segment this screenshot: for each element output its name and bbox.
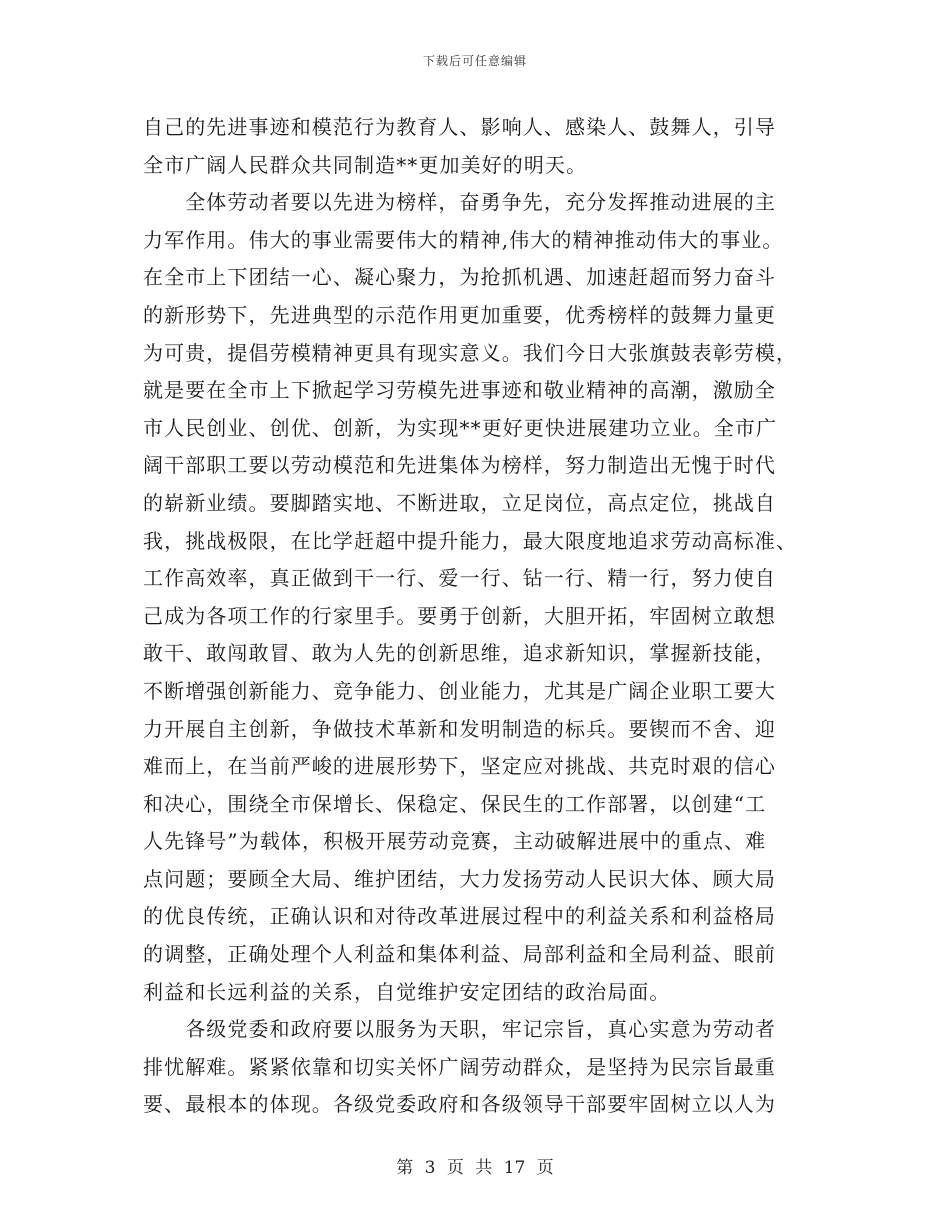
text-line: 全市广阔人民群众共同制造**更加美好的明天。 bbox=[143, 152, 588, 177]
page-number-footer: 第 3 页 共 17 页 bbox=[396, 1158, 554, 1178]
document-body bbox=[143, 109, 808, 1124]
text-line: 的优良传统，正确认识和对待改革进展过程中的利益关系和利益格局 bbox=[143, 904, 776, 929]
text-line: 全体劳动者要以先进为榜样，奋勇争先，充分发挥推动进展的主 bbox=[143, 190, 776, 215]
text-line: 己成为各项工作的行家里手。要勇于创新，大胆开拓，牢固树立敢想 bbox=[143, 603, 776, 628]
text-line: 的崭新业绩。要脚踏实地、不断进取，立足岗位，高点定位，挑战自 bbox=[143, 490, 776, 515]
text-line: 自己的先进事迹和模范行为教育人、影响人、感染人、鼓舞人，引导 bbox=[143, 115, 776, 139]
text-line: 为可贵，提倡劳模精神更具有现实意义。我们今日大张旗鼓表彰劳模， bbox=[143, 340, 798, 365]
text-line: 力军作用。伟大的事业需要伟大的精神,伟大的精神推动伟大的事业。 bbox=[143, 227, 784, 252]
page-header: 下载后可任意编辑 bbox=[422, 54, 527, 68]
text-line: 力开展自主创新，争做技术革新和发明制造的标兵。要锲而不舍、迎 bbox=[143, 716, 776, 741]
text-line: 的调整，正确处理个人利益和集体利益、局部利益和全局利益、眼前 bbox=[143, 942, 776, 967]
text-line: 要、最根本的体现。各级党委政府和各级领导干部要牢固树立以人为 bbox=[143, 1092, 776, 1117]
text-line: 点问题；要顾全大局、维护团结，大力发扬劳动人民识大体、顾大局 bbox=[143, 866, 776, 891]
text-line: 我，挑战极限，在比学赶超中提升能力，最大限度地追求劳动高标准、 bbox=[143, 528, 798, 553]
text-line: 难而上，在当前严峻的进展形势下，坚定应对挑战、共克时艰的信心 bbox=[143, 754, 776, 779]
text-line: 在全市上下团结一心、凝心聚力，为抢抓机遇、加速赶超而努力奋斗 bbox=[143, 265, 776, 290]
text-line: 不断增强创新能力、竞争能力、创业能力，尤其是广阔企业职工要大 bbox=[143, 678, 776, 703]
text-line: 的新形势下，先进典型的示范作用更加重要，优秀榜样的鼓舞力量更 bbox=[143, 302, 776, 327]
text-line: 利益和长远利益的关系，自觉维护安定团结的政治局面。 bbox=[143, 979, 671, 1004]
text-line: 各级党委和政府要以服务为天职，牢记宗旨，真心实意为劳动者 bbox=[143, 1017, 776, 1042]
text-line: 和决心，围绕全市保增长、保稳定、保民生的工作部署，以创建“工 bbox=[143, 791, 767, 816]
text-line: 排忧解难。紧紧依靠和切实关怀广阔劳动群众，是坚持为民宗旨最重 bbox=[143, 1054, 776, 1079]
text-line: 就是要在全市上下掀起学习劳模先进事迹和敬业精神的高潮，激励全 bbox=[143, 378, 776, 403]
text-line: 人先锋号”为载体，积极开展劳动竞赛，主动破解进展中的重点、难 bbox=[143, 829, 767, 854]
text-line: 工作高效率，真正做到干一行、爱一行、钻一行、精一行，努力使自 bbox=[143, 566, 776, 591]
text-line: 敢干、敢闯敢冒、敢为人先的创新思维，追求新知识，掌握新技能， bbox=[143, 641, 776, 666]
text-line: 市人民创业、创优、创新，为实现**更好更快进展建功立业。全市广 bbox=[143, 415, 778, 440]
text-line: 阔干部职工要以劳动模范和先进集体为榜样，努力制造出无愧于时代 bbox=[143, 453, 776, 478]
